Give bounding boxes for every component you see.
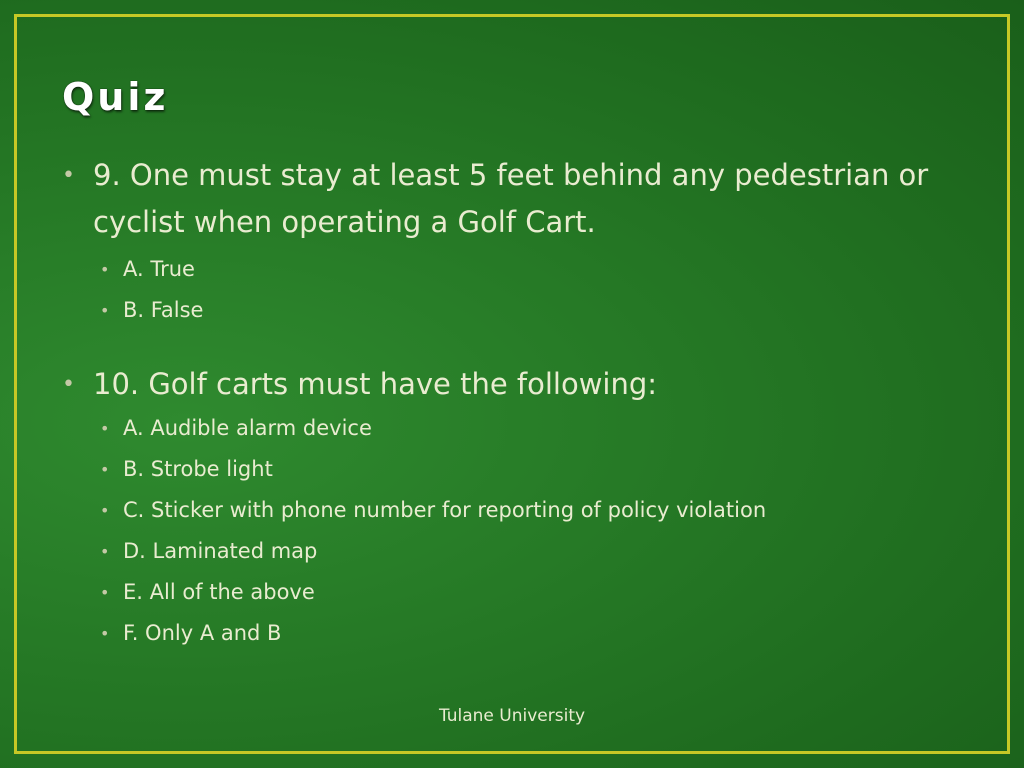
option-text: A. True [123,257,195,281]
option-text: D. Laminated map [123,539,318,563]
bullet-icon: • [100,542,110,561]
question-10-option-b [62,449,962,490]
bullet-icon: • [100,460,110,479]
footer-text: Tulane University [438,706,586,726]
option-text: C. Sticker with phone number for reporting of policy violation [123,498,767,522]
question-10-option-a [62,408,962,449]
slide-title: Quiz [62,75,169,119]
question-10-option-c [62,490,962,531]
bullet-icon: • [100,419,110,438]
bullet-icon: • [62,372,75,397]
option-text: F. Only A and B [123,621,282,645]
bullet-icon: • [100,301,110,320]
question-10-text: 10. Golf carts must have the following: [93,367,658,401]
bullet-icon: • [62,163,75,188]
question-9-option-b [62,290,962,331]
bullet-icon: • [100,624,110,643]
slide-content [62,152,962,654]
option-text: A. Audible alarm device [123,416,372,440]
question-9-text: 9. One must stay at least 5 feet behind any pedestrian or cyclist when operating a Golf Cart. [93,158,929,239]
bullet-icon: • [100,583,110,602]
question-9 [62,152,962,246]
question-9-option-a [62,249,962,290]
option-text: E. All of the above [123,580,315,604]
bullet-icon: • [100,260,110,279]
option-text: B. False [123,298,204,322]
option-text: B. Strobe light [123,457,273,481]
slide-footer [0,706,1024,726]
question-10-option-d [62,531,962,572]
question-10 [62,361,962,408]
question-10-option-e [62,572,962,613]
bullet-icon: • [100,501,110,520]
question-10-option-f [62,613,962,654]
